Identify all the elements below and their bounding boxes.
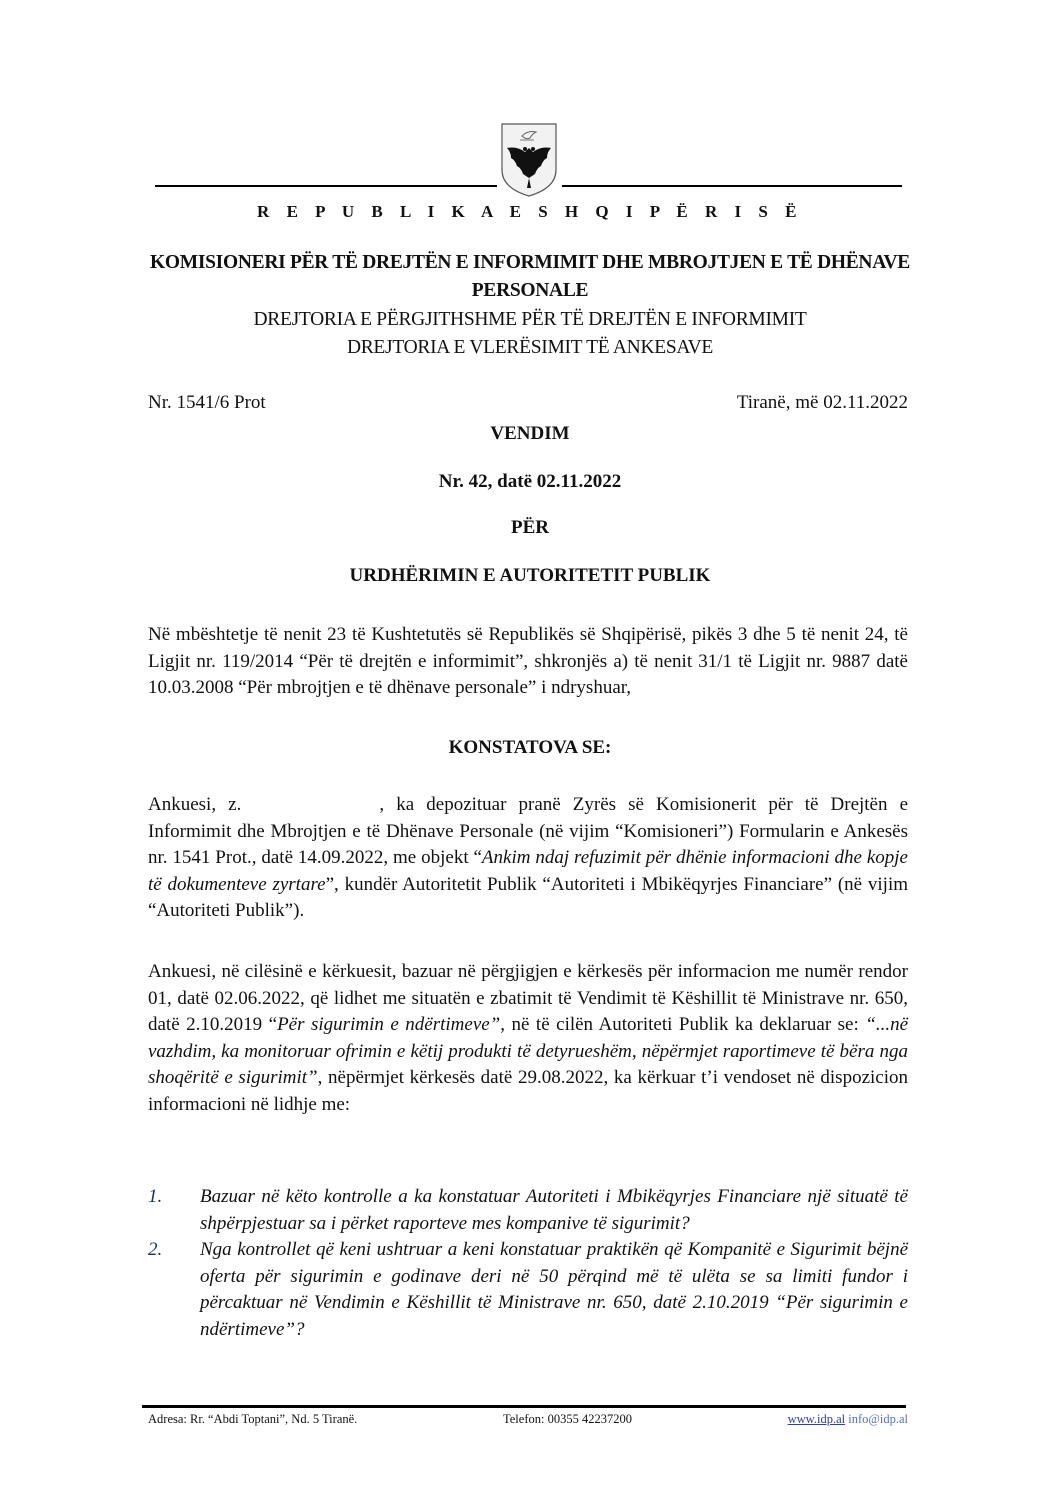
- complaint-object: Ankim ndaj refuzimit për dhënie informacioni dhe kopje të dokumenteve zyrtare: [148, 847, 908, 895]
- footer-address: Adresa: Rr. “Abdi Toptani”, Nd. 5 Tiranë.: [148, 1412, 358, 1426]
- question-number: 2.: [148, 1239, 163, 1260]
- footer-rule: [142, 1405, 906, 1408]
- place-date: Tiranë, më 02.11.2022: [736, 392, 908, 413]
- authority-quote: “...në vazhdim, ka monitoruar ofrimin e këtij produkti të detyrueshëm, nëpërmjet raportimeve të bëra nga shoqëritë e sigurimit”: [148, 1014, 909, 1088]
- country-heading: R E P U B L I K A E S H Q I P Ë R I S Ë: [257, 202, 803, 221]
- directorate: DREJTORIA E VLERËSIMIT TË ANKESAVE: [346, 337, 714, 358]
- institution-name: KOMISIONERI PËR TË DREJTËN E INFORMIMIT DHE MBROJTJEN E TË DHËNAVE PERSONALE: [150, 252, 910, 301]
- decision-for: PËR: [511, 517, 549, 538]
- albanian-eagle-emblem-icon: [500, 122, 558, 198]
- text-run: , nëpërmjet kërkesës datë 29.08.2022, ka kërkuar t’i vendoset në dispozicion informacioni në lidhje me:: [148, 1067, 908, 1115]
- text-run: Ankuesi, në cilësinë e kërkuesit, bazuar në përgjigjen e kërkesës për informacion me numër rendor 01, datë 02.06.2022, që lidhet me situatën e zbatimit të Vendimit të Këshillit të Ministrave nr. 650, datë 2.10.2019 “: [148, 961, 908, 1035]
- email-link[interactable]: info@idp.al: [848, 1412, 908, 1426]
- text-run: ”, kundër Autoritetit Publik “Autoriteti i Mbikëqyrjes Financiare” (në vijim “Autoriteti Publik”).: [148, 873, 909, 921]
- complaint-paragraph: [148, 792, 908, 925]
- protocol-number: Nr. 1541/6 Prot: [148, 392, 266, 413]
- decision-title: VENDIM: [490, 423, 570, 444]
- legal-basis-paragraph: Në mbështetje të nenit 23 të Kushtetutës së Republikës së Shqipërisë, pikës 3 dhe 5 të nenit 24, të Ligjit nr. 119/2014 “Për të drejtën e informimit”, shkronjës a) të nenit 31/1 të Ligjit nr. 9887 datë 10.03.2008 “Për mbrojtjen e të dhënave personale” i ndryshuar,: [148, 624, 908, 698]
- text-run: , ka depozituar pranë Zyrës së Komisionerit për të Drejtën e Informimit dhe Mbrojtjen e të Dhënave Personale (në vijim “Komisioneri”) Formularin e Ankesës nr. 1541 Prot., datë 14.09.2022, me objekt “: [148, 794, 908, 868]
- question-item: [148, 1237, 908, 1343]
- header-rule-right: [562, 185, 902, 187]
- decree-title: Për sigurimin e ndërtimeve”: [277, 1014, 501, 1035]
- question-number: 1.: [148, 1186, 163, 1207]
- footer-phone: Telefon: 00355 42237200: [503, 1412, 632, 1426]
- website-link[interactable]: www.idp.al: [787, 1412, 846, 1426]
- request-paragraph: [148, 959, 908, 1118]
- text-run: Ankuesi, z.: [148, 794, 242, 815]
- decision-number: Nr. 42, datë 02.11.2022: [438, 471, 622, 492]
- section-heading: KONSTATOVA SE:: [448, 737, 612, 758]
- questions-list: [148, 1184, 908, 1343]
- text-run: , në të cilën Autoriteti Publik ka deklaruar se:: [500, 1014, 866, 1035]
- decision-subject: URDHËRIMIN E AUTORITETIT PUBLIK: [349, 565, 711, 586]
- header-rule-left: [155, 185, 497, 187]
- directorate-general: DREJTORIA E PËRGJITHSHME PËR TË DREJTËN E INFORMIMIT: [253, 309, 807, 330]
- question-item: [148, 1184, 908, 1237]
- footer-links: [788, 1412, 908, 1427]
- question-text: Bazuar në këto kontrolle a ka konstatuar Autoriteti i Mbikëqyrjes Financiare një situatë të shpërpjestuar sa i përket raporteve mes kompanive të sigurimit?: [200, 1186, 908, 1234]
- question-text: Nga kontrollet që keni ushtruar a keni konstatuar praktikën që Kompanitë e Sigurimit bëjnë oferta për sigurimin e godinave deri në 50 përqind më të ulëta se sa limiti fundor i përcaktuar në Vendimin e Këshillit të Ministrave nr. 650, datë 2.10.2019 “Për sigurimin e ndërtimeve”?: [200, 1239, 908, 1340]
